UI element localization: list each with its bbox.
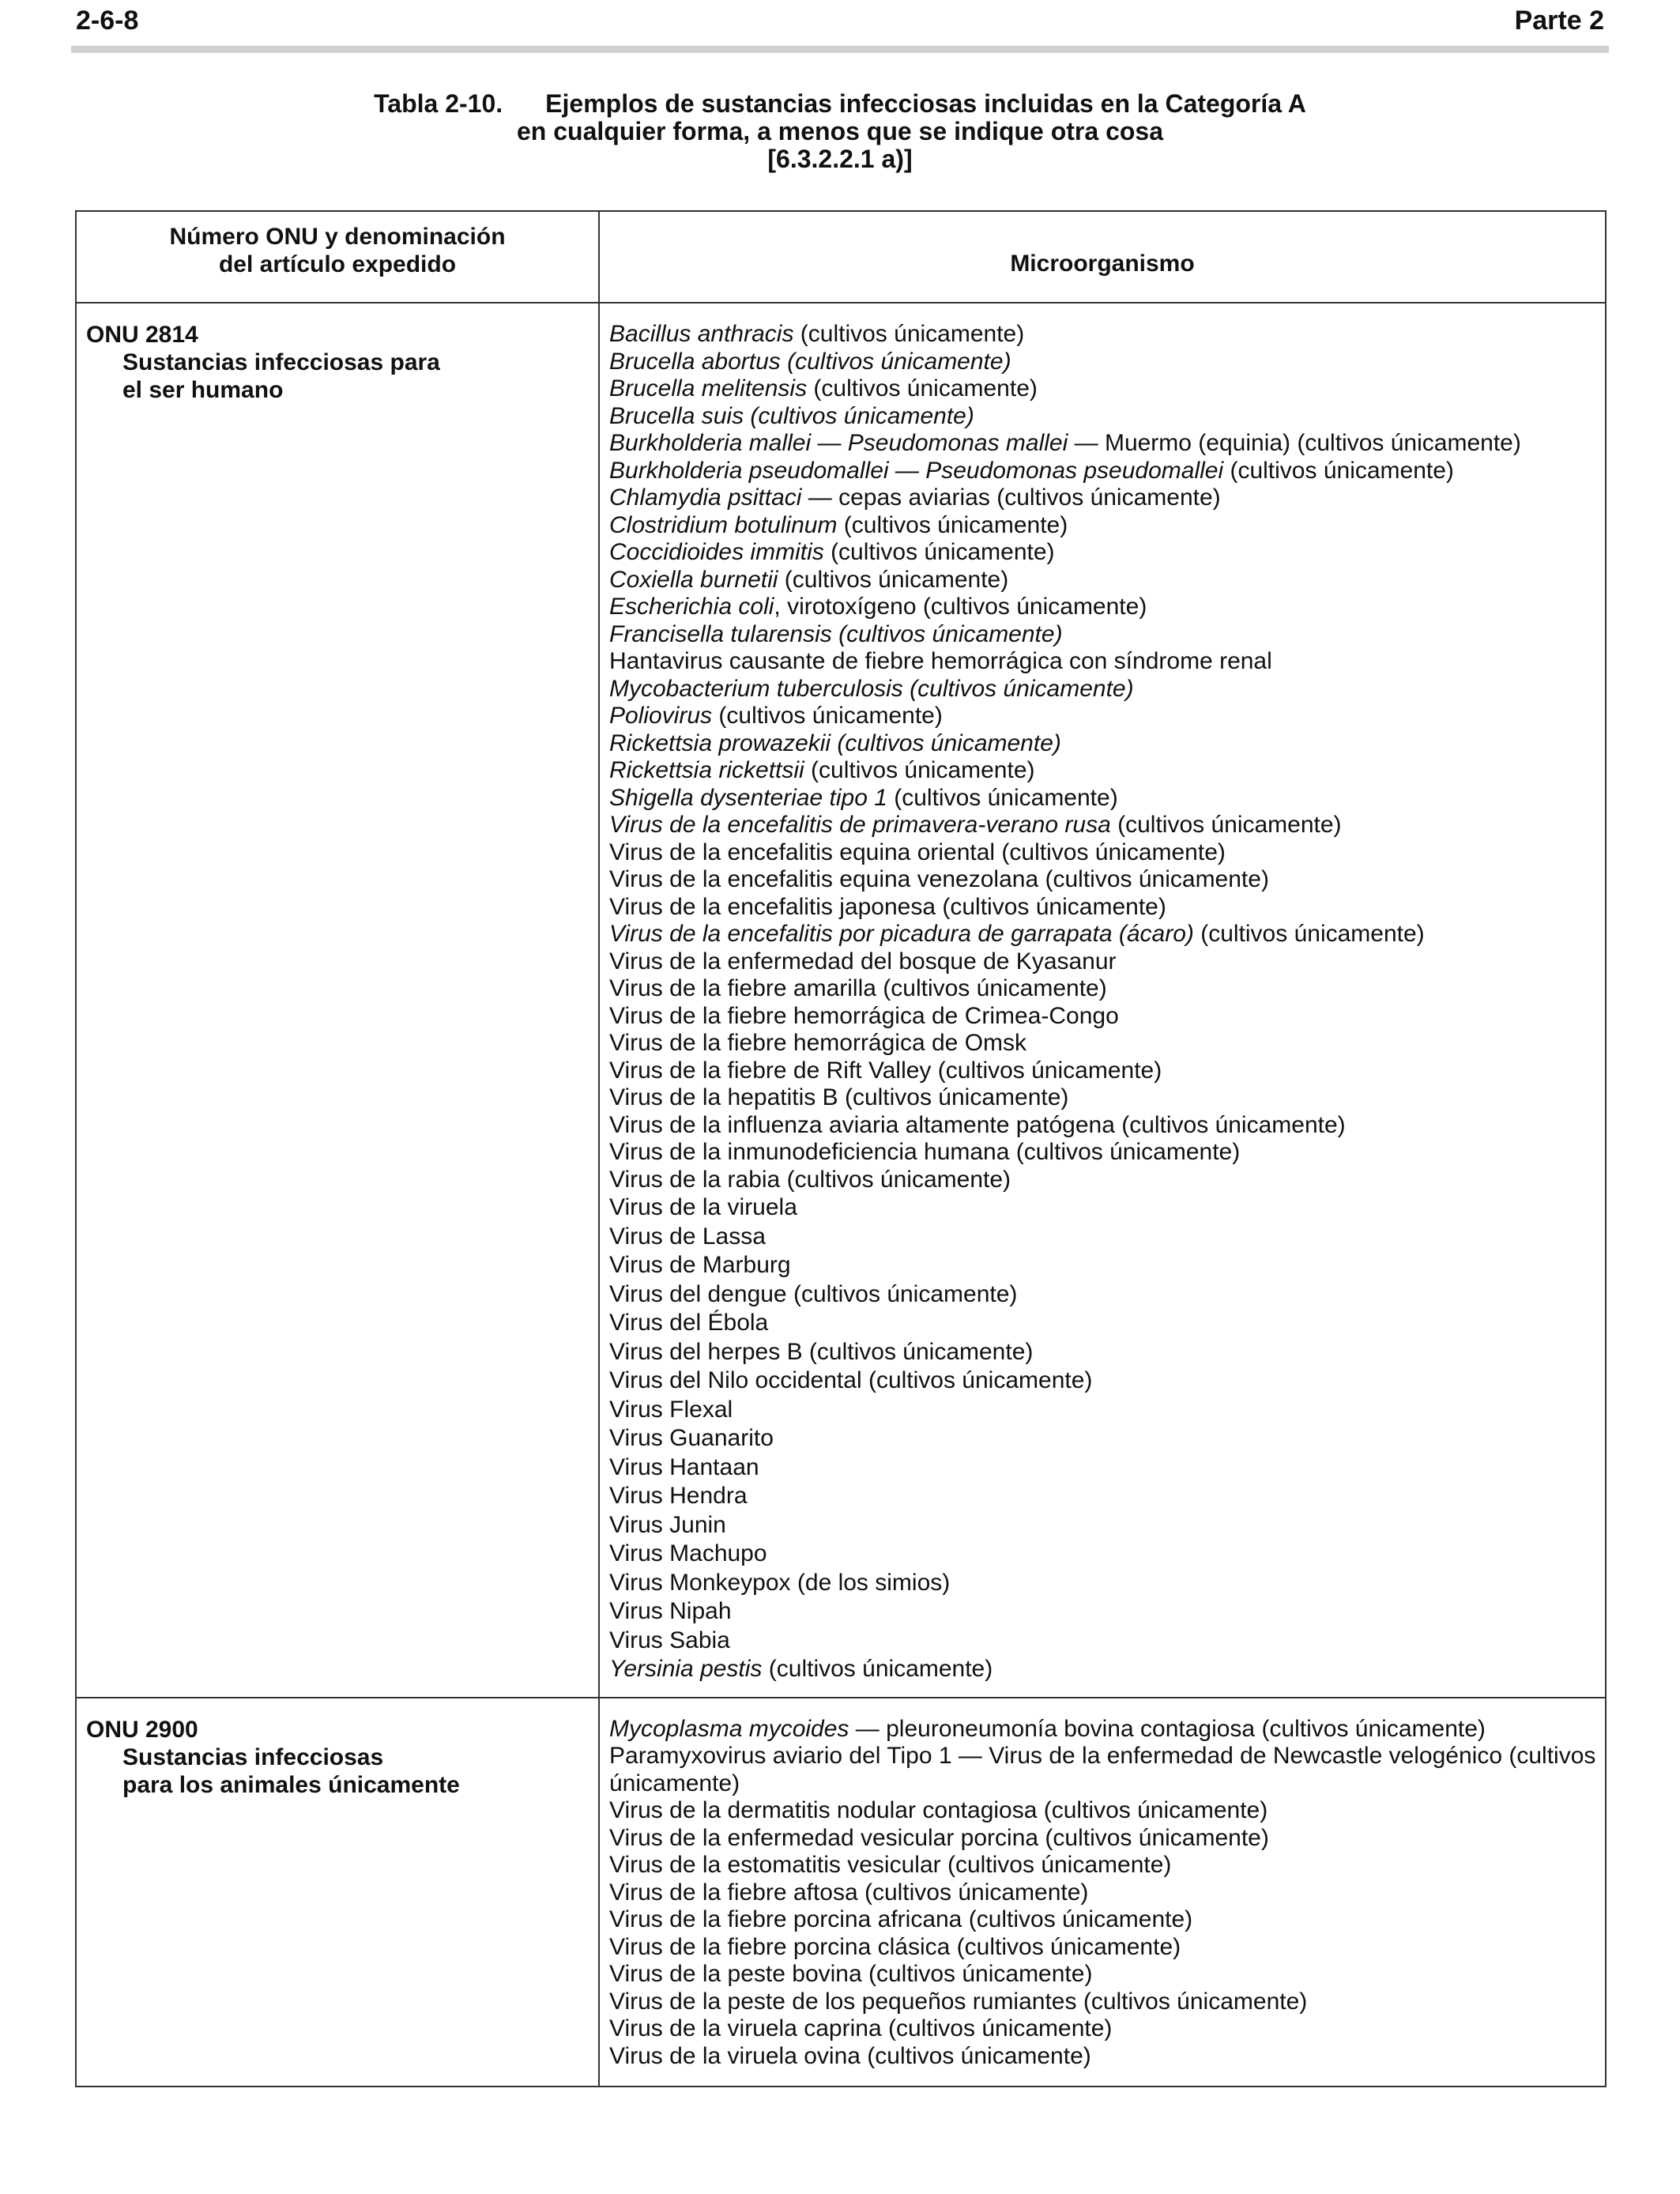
text-run: Virus Hantaan [609, 1453, 759, 1480]
text-run: Paramyxovirus aviario del Tipo 1 — Virus de la enfermedad de Newcastle velogénico (cultivos únicamente) [609, 1743, 1596, 1796]
microorganism-item [609, 1167, 1597, 1194]
text-run: Virus de la dermatitis nodular contagiosa (cultivos únicamente) [609, 1797, 1268, 1823]
microorganism-item [609, 1655, 1597, 1684]
text-run: Virus Nipah [609, 1598, 732, 1624]
microorganism-item [609, 785, 1597, 812]
text-run: — pleuroneumonía bovina contagiosa (cultivos únicamente) [849, 1715, 1486, 1742]
caption-line-3: [6.3.2.2.1 a)] [767, 145, 913, 173]
microorganism-item [609, 1879, 1597, 1907]
text-run: — [811, 430, 848, 456]
italic-text-run: Virus de la encefalitis de primavera-verano rusa [609, 812, 1111, 838]
microorganism-item [609, 1139, 1597, 1167]
italic-text-run: Brucella abortus (cultivos únicamente) [609, 348, 1011, 375]
microorganism-item [609, 2015, 1597, 2043]
caption-table-number: Tabla 2-10. [374, 89, 503, 118]
microorganism-item [609, 1223, 1597, 1252]
text-run: Virus de la peste bovina (cultivos únicamente) [609, 1961, 1093, 1987]
microorganism-item [609, 1338, 1597, 1367]
microorganism-item [609, 975, 1597, 1003]
substances-table [75, 210, 1607, 2087]
column-header-un-line2: del artículo expedido [218, 251, 457, 277]
text-run: (cultivos únicamente) [804, 757, 1035, 783]
italic-text-run: Poliovirus [609, 703, 713, 729]
article-name-line1: Sustancias infecciosas [122, 1744, 384, 1770]
text-run: (cultivos únicamente) [823, 539, 1055, 565]
microorganism-item [609, 458, 1597, 485]
italic-text-run: Mycoplasma mycoides [609, 1715, 849, 1742]
microorganism-item [609, 703, 1597, 730]
italic-text-run: Francisella tularensis (cultivos únicamente) [609, 620, 1063, 647]
text-run: Virus de Marburg [609, 1252, 791, 1278]
article-name-line2: para los animales únicamente [122, 1771, 460, 1798]
italic-text-run: Brucella melitensis [609, 375, 808, 401]
microorganism-item [609, 1482, 1597, 1511]
text-run: Virus del dengue (cultivos únicamente) [609, 1280, 1018, 1307]
text-run: Virus de la encefalitis equina venezolana (cultivos únicamente) [609, 866, 1269, 892]
column-header-microorganism: Microorganismo [599, 211, 1606, 303]
article-name-line1: Sustancias infecciosas para [122, 349, 440, 375]
text-run: (cultivos únicamente) [1110, 812, 1342, 838]
microorganism-item [609, 1453, 1597, 1483]
text-run: Virus de la viruela caprina (cultivos únicamente) [609, 2015, 1113, 2041]
text-run: (cultivos únicamente) [762, 1656, 993, 1682]
microorganism-item [609, 948, 1597, 976]
microorganism-item [609, 730, 1597, 758]
italic-text-run: Mycobacterium tuberculosis (cultivos únicamente) [609, 675, 1134, 702]
un-cell [76, 1698, 599, 2087]
table-row [76, 1698, 1606, 2087]
microorganism-item [609, 866, 1597, 894]
microorganism-item [609, 1030, 1597, 1057]
text-run: (cultivos únicamente) [1223, 457, 1454, 484]
text-run: Virus de la peste de los pequeños rumiantes (cultivos únicamente) [609, 1988, 1308, 2015]
microorganism-item [609, 1309, 1597, 1338]
italic-text-run: Escherichia coli [609, 594, 774, 620]
text-run: — cepas aviarias (cultivos únicamente) [801, 484, 1221, 511]
text-run: — [888, 457, 926, 484]
un-cell [76, 303, 599, 1698]
text-run: Virus de la fiebre porcina clásica (cultivos únicamente) [609, 1933, 1181, 1960]
text-run: Virus de la fiebre hemorrágica de Omsk [609, 1030, 1027, 1056]
italic-text-run: Coxiella burnetii [609, 566, 778, 593]
text-run: (cultivos únicamente) [807, 375, 1038, 401]
un-number: ONU 2814 [86, 322, 198, 348]
italic-text-run: Shigella dysenteriae tipo 1 [609, 784, 887, 811]
microorganism-item [609, 1627, 1597, 1656]
microorganism-item [609, 1057, 1597, 1085]
text-run: Virus de Lassa [609, 1223, 766, 1250]
text-run: Virus Flexal [609, 1396, 733, 1423]
text-run: Virus de la viruela [609, 1194, 797, 1220]
table-row [76, 303, 1606, 1698]
column-header-un [76, 211, 599, 303]
text-run: Virus de la fiebre amarilla (cultivos únicamente) [609, 975, 1107, 1001]
text-run: Virus de la enfermedad del bosque de Kyasanur [609, 948, 1117, 974]
text-run: Virus de la fiebre hemorrágica de Crimea-Congo [609, 1002, 1119, 1029]
text-run: — Muermo (equinia) (cultivos únicamente) [1068, 430, 1521, 456]
microorganism-item [609, 539, 1597, 567]
microorganism-item [609, 1540, 1597, 1569]
italic-text-run: Pseudomonas pseudomallei [925, 457, 1224, 484]
text-run: (cultivos únicamente) [793, 321, 1025, 347]
italic-text-run: Rickettsia prowazekii (cultivos únicamente) [609, 729, 1061, 756]
text-run: Virus del Ébola [609, 1310, 769, 1336]
microorganism-item [609, 1743, 1597, 1797]
italic-text-run: Pseudomonas mallei [847, 430, 1068, 456]
text-run: (cultivos únicamente) [837, 511, 1068, 538]
microorganism-item [609, 1989, 1597, 2016]
microorganism-list [599, 303, 1606, 1698]
page-header [71, 0, 1609, 53]
text-run: (cultivos únicamente) [1193, 921, 1425, 947]
microorganism-item [609, 403, 1597, 431]
text-run: Virus del herpes B (cultivos únicamente) [609, 1338, 1034, 1365]
microorganism-item [609, 1852, 1597, 1879]
microorganism-item [609, 1112, 1597, 1140]
text-run: , virotoxígeno (cultivos únicamente) [774, 594, 1147, 620]
text-run: Virus de la influenza aviaria altamente patógena (cultivos únicamente) [609, 1111, 1346, 1138]
text-run: Virus de la enfermedad vesicular porcina (cultivos únicamente) [609, 1824, 1269, 1851]
text-run: Virus de la fiebre de Rift Valley (cultivos únicamente) [609, 1057, 1162, 1084]
un-number: ONU 2900 [86, 1716, 198, 1743]
text-run: Virus Monkeypox (de los simios) [609, 1569, 951, 1596]
microorganism-item [609, 1003, 1597, 1031]
microorganism-item [609, 1797, 1597, 1825]
microorganism-item [609, 1251, 1597, 1280]
microorganism-item [609, 648, 1597, 676]
italic-text-run: Burkholderia mallei [609, 430, 812, 456]
microorganism-item [609, 1511, 1597, 1540]
microorganism-item [609, 1367, 1597, 1396]
microorganism-item [609, 512, 1597, 540]
microorganism-item [609, 1280, 1597, 1310]
microorganism-item [609, 1396, 1597, 1425]
article-name-line2: el ser humano [122, 377, 284, 403]
text-run: Virus de la fiebre aftosa (cultivos únicamente) [609, 1879, 1089, 1906]
table-caption [71, 90, 1609, 173]
microorganism-item [609, 1961, 1597, 1989]
microorganism-item [609, 1597, 1597, 1627]
microorganism-item [609, 1193, 1597, 1223]
italic-text-run: Chlamydia psittaci [609, 484, 802, 511]
microorganism-item [609, 894, 1597, 922]
microorganism-item [609, 430, 1597, 458]
column-header-un-line1: Número ONU y denominación [169, 224, 506, 250]
text-run: Virus Sabia [609, 1627, 730, 1653]
text-run: Virus Hendra [609, 1483, 748, 1509]
italic-text-run: Rickettsia rickettsii [609, 757, 804, 783]
text-run: Virus de la encefalitis japonesa (cultivos únicamente) [609, 893, 1166, 920]
text-run: (cultivos únicamente) [778, 566, 1009, 593]
microorganism-item [609, 676, 1597, 703]
microorganism-item [609, 1906, 1597, 1934]
text-run: Virus de la estomatitis vesicular (cultivos únicamente) [609, 1852, 1172, 1878]
caption-title: Ejemplos de sustancias infecciosas incluidas en la Categoría A [545, 89, 1306, 118]
part-label: Parte 2 [1514, 6, 1604, 36]
microorganism-item [609, 349, 1597, 376]
text-run: (cultivos únicamente) [887, 784, 1118, 811]
italic-text-run: Virus de la encefalitis por picadura de garrapata (ácaro) [609, 921, 1194, 947]
microorganism-item [609, 1084, 1597, 1112]
text-run: Virus de la encefalitis equina oriental (cultivos únicamente) [609, 839, 1226, 865]
text-run: Virus del Nilo occidental (cultivos únicamente) [609, 1367, 1093, 1393]
italic-text-run: Coccidioides immitis [609, 539, 824, 565]
text-run: Virus de la inmunodeficiencia humana (cultivos únicamente) [609, 1139, 1241, 1165]
text-run: Hantavirus causante de fiebre hemorrágica con síndrome renal [609, 648, 1272, 674]
italic-text-run: Burkholderia pseudomallei [609, 457, 889, 484]
text-run: Virus de la viruela ovina (cultivos únicamente) [609, 2042, 1091, 2069]
microorganism-item [609, 1716, 1597, 1744]
microorganism-item [609, 1424, 1597, 1453]
text-run: (cultivos únicamente) [712, 703, 943, 729]
page-number: 2-6-8 [76, 6, 139, 36]
italic-text-run: Brucella suis (cultivos únicamente) [609, 402, 974, 429]
microorganism-item [609, 594, 1597, 621]
italic-text-run: Bacillus anthracis [609, 321, 794, 347]
caption-line-2: en cualquier forma, a menos que se indique otra cosa [517, 117, 1163, 145]
microorganism-item [609, 757, 1597, 785]
text-run: Virus de la rabia (cultivos únicamente) [609, 1166, 1011, 1193]
microorganism-list [599, 1698, 1606, 2087]
table-header-row [76, 211, 1606, 303]
microorganism-item [609, 1569, 1597, 1598]
italic-text-run: Clostridium botulinum [609, 511, 838, 538]
microorganism-item [609, 1934, 1597, 1962]
microorganism-item [609, 1825, 1597, 1853]
microorganism-item [609, 321, 1597, 349]
caption-line-1 [71, 90, 1609, 118]
text-run: Virus Guanarito [609, 1425, 774, 1451]
microorganism-item [609, 484, 1597, 512]
microorganism-item [609, 567, 1597, 594]
microorganism-item [609, 375, 1597, 403]
text-run: Virus Junin [609, 1511, 726, 1538]
text-run: Virus de la fiebre porcina africana (cultivos únicamente) [609, 1906, 1193, 1932]
italic-text-run: Yersinia pestis [609, 1656, 763, 1682]
microorganism-item [609, 812, 1597, 839]
microorganism-item [609, 921, 1597, 948]
microorganism-item [609, 2043, 1597, 2071]
microorganism-item [609, 839, 1597, 867]
text-run: Virus Machupo [609, 1540, 767, 1566]
microorganism-item [609, 621, 1597, 649]
text-run: Virus de la hepatitis B (cultivos únicamente) [609, 1084, 1069, 1110]
